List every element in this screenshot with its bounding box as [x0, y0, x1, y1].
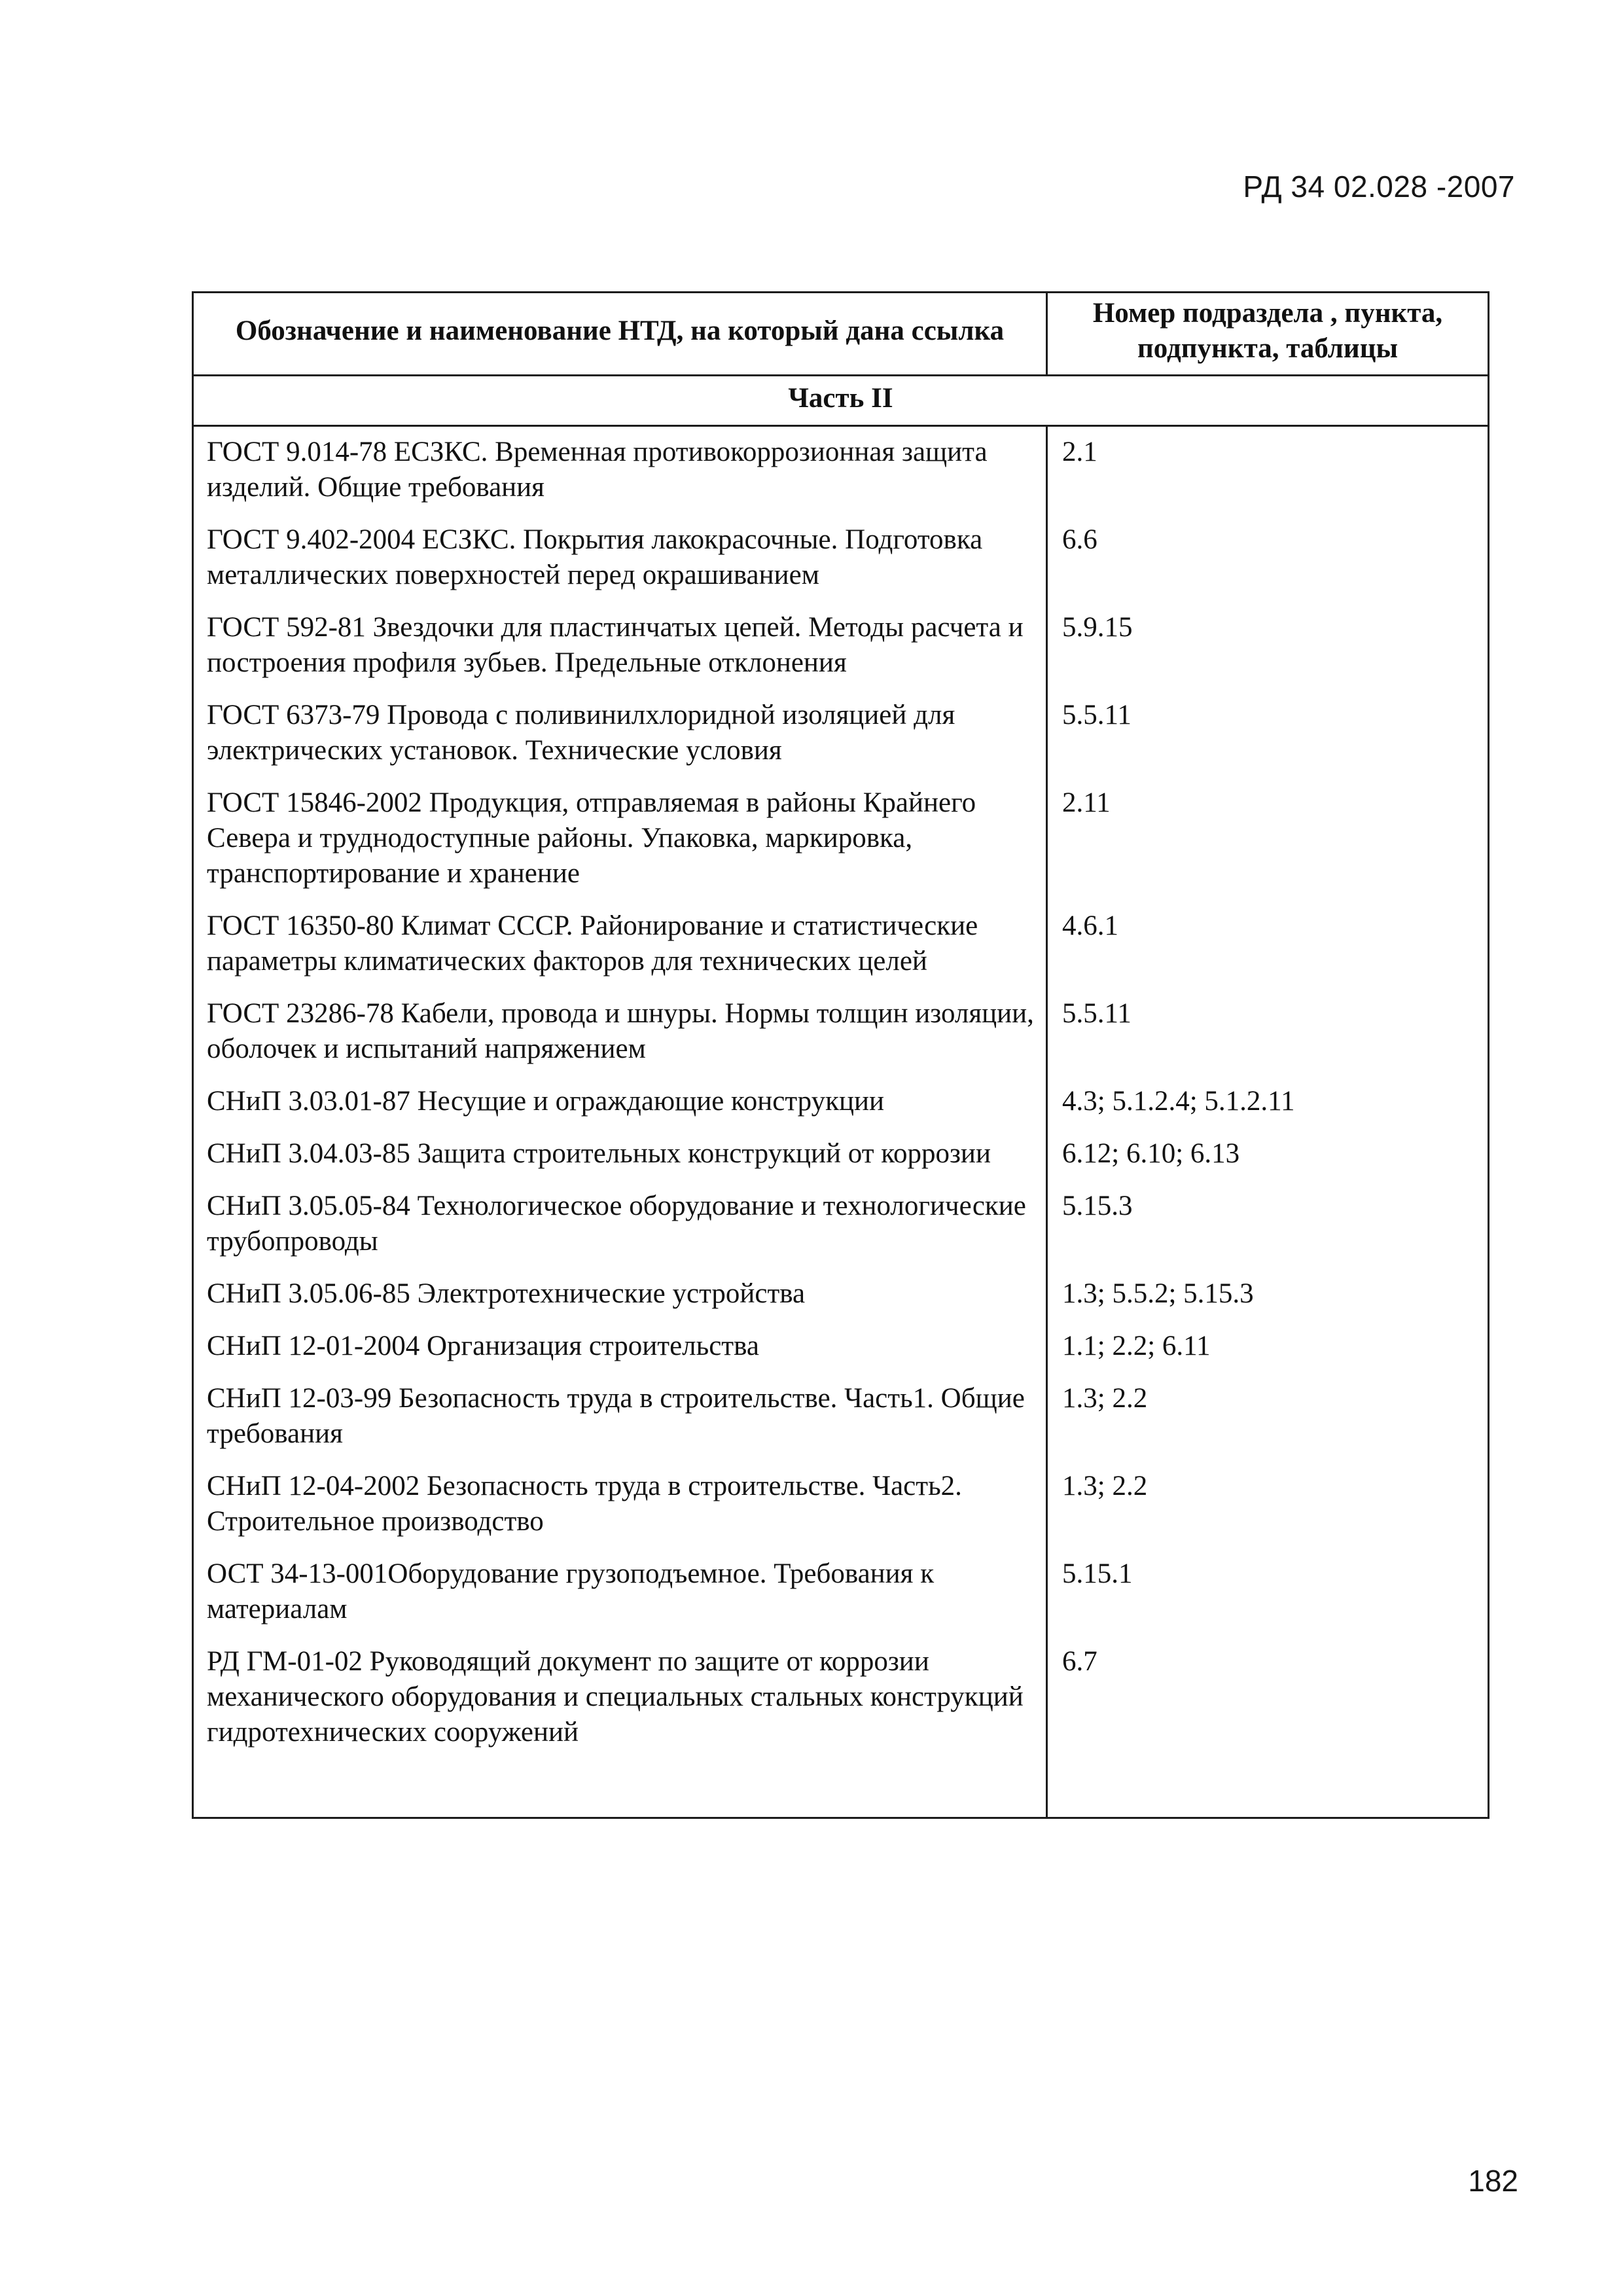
section-ref-cell: 4.6.1 [1062, 910, 1118, 941]
document-name-cell: СНиП 3.04.03-85 Защита строительных конструкций от коррозии [193, 1128, 1047, 1181]
document-name-cell: ГОСТ 16350-80 Климат СССР. Районирование и статистические параметры климатических факторов для технических целей [193, 901, 1047, 988]
empty-cell [193, 1759, 1047, 1818]
table-row [193, 1373, 1489, 1461]
section-ref-cell: 6.6 [1062, 524, 1097, 555]
table-row [193, 1636, 1489, 1759]
table-row [193, 1321, 1489, 1373]
section-row [193, 376, 1489, 426]
section-ref-cell: 5.5.11 [1062, 700, 1132, 730]
table-row [193, 1268, 1489, 1321]
section-ref-cell: 1.3; 2.2 [1062, 1383, 1148, 1414]
table-row [193, 426, 1489, 515]
empty-cell [1047, 1759, 1489, 1818]
document-name-cell: СНиП 3.03.01-87 Несущие и ограждающие конструкции [193, 1076, 1047, 1128]
table-row [193, 1128, 1489, 1181]
table-row [193, 1076, 1489, 1128]
column-header-refs: Номер подраздела , пункта, подпункта, таблицы [1047, 293, 1489, 376]
document-name-cell: СНиП 12-03-99 Безопасность труда в строительстве. Часть1. Общие требования [193, 1373, 1047, 1461]
section-ref-cell: 5.9.15 [1062, 612, 1133, 643]
document-name-cell: СНиП 12-04-2002 Безопасность труда в строительстве. Часть2. Строительное производство [193, 1461, 1047, 1549]
document-name-cell: СНиП 3.05.05-84 Технологическое оборудование и технологические трубопроводы [193, 1181, 1047, 1268]
table-row [193, 778, 1489, 901]
column-header-names: Обозначение и наименование НТД, на который дана ссылка [193, 293, 1047, 376]
section-ref-cell: 2.11 [1062, 787, 1111, 818]
document-name-cell: ГОСТ 9.014-78 ЕСЗКС. Временная противокоррозионная защита изделий. Общие требования [193, 426, 1047, 515]
document-name-cell: РД ГМ-01-02 Руководящий документ по защите от коррозии механического оборудования и специальных стальных конструкций гидротехнических сооружений [193, 1636, 1047, 1759]
section-ref-cell: 5.15.1 [1062, 1558, 1133, 1589]
document-name-cell: ГОСТ 23286-78 Кабели, провода и шнуры. Нормы толщин изоляции, оболочек и испытаний напряжением [193, 988, 1047, 1076]
section-ref-cell: 2.1 [1062, 437, 1097, 467]
document-name-cell: ГОСТ 592-81 Звездочки для пластинчатых цепей. Методы расчета и построения профиля зубьев. Предельные отклонения [193, 602, 1047, 690]
section-ref-cell: 6.7 [1062, 1646, 1097, 1677]
document-name-cell: ГОСТ 9.402-2004 ЕСЗКС. Покрытия лакокрасочные. Подготовка металлических поверхностей перед окрашиванием [193, 514, 1047, 602]
section-ref-cell: 1.3; 5.5.2; 5.15.3 [1062, 1278, 1254, 1309]
section-label: Часть II [193, 376, 1489, 426]
table-row [193, 988, 1489, 1076]
table-row [193, 901, 1489, 988]
page-number: 182 [1468, 2164, 1518, 2198]
document-name-cell: ГОСТ 6373-79 Провода с поливинилхлоридной изоляцией для электрических установок. Технические условия [193, 690, 1047, 778]
table-row [193, 514, 1489, 602]
table-row [193, 690, 1489, 778]
section-ref-cell: 1.3; 2.2 [1062, 1471, 1148, 1501]
document-name-cell: ОСТ 34-13-001Оборудование грузоподъемное. Требования к материалам [193, 1549, 1047, 1636]
empty-table-row [193, 1759, 1489, 1818]
section-ref-cell: 1.1; 2.2; 6.11 [1062, 1331, 1211, 1361]
table-row [193, 1549, 1489, 1636]
references-table [192, 291, 1489, 1819]
table-row [193, 1181, 1489, 1268]
table-row [193, 602, 1489, 690]
document-code: РД 34 02.028 -2007 [1243, 170, 1515, 204]
section-ref-cell: 5.15.3 [1062, 1191, 1133, 1221]
document-name-cell: ГОСТ 15846-2002 Продукция, отправляемая в районы Крайнего Севера и труднодоступные районы. Упаковка, маркировка, транспортирование и хранение [193, 778, 1047, 901]
document-name-cell: СНиП 3.05.06-85 Электротехнические устройства [193, 1268, 1047, 1321]
section-ref-cell: 5.5.11 [1062, 998, 1132, 1029]
document-name-cell: СНиП 12-01-2004 Организация строительства [193, 1321, 1047, 1373]
table-header-row [193, 293, 1489, 376]
section-ref-cell: 6.12; 6.10; 6.13 [1062, 1138, 1240, 1169]
section-ref-cell: 4.3; 5.1.2.4; 5.1.2.11 [1062, 1086, 1295, 1117]
table-row [193, 1461, 1489, 1549]
